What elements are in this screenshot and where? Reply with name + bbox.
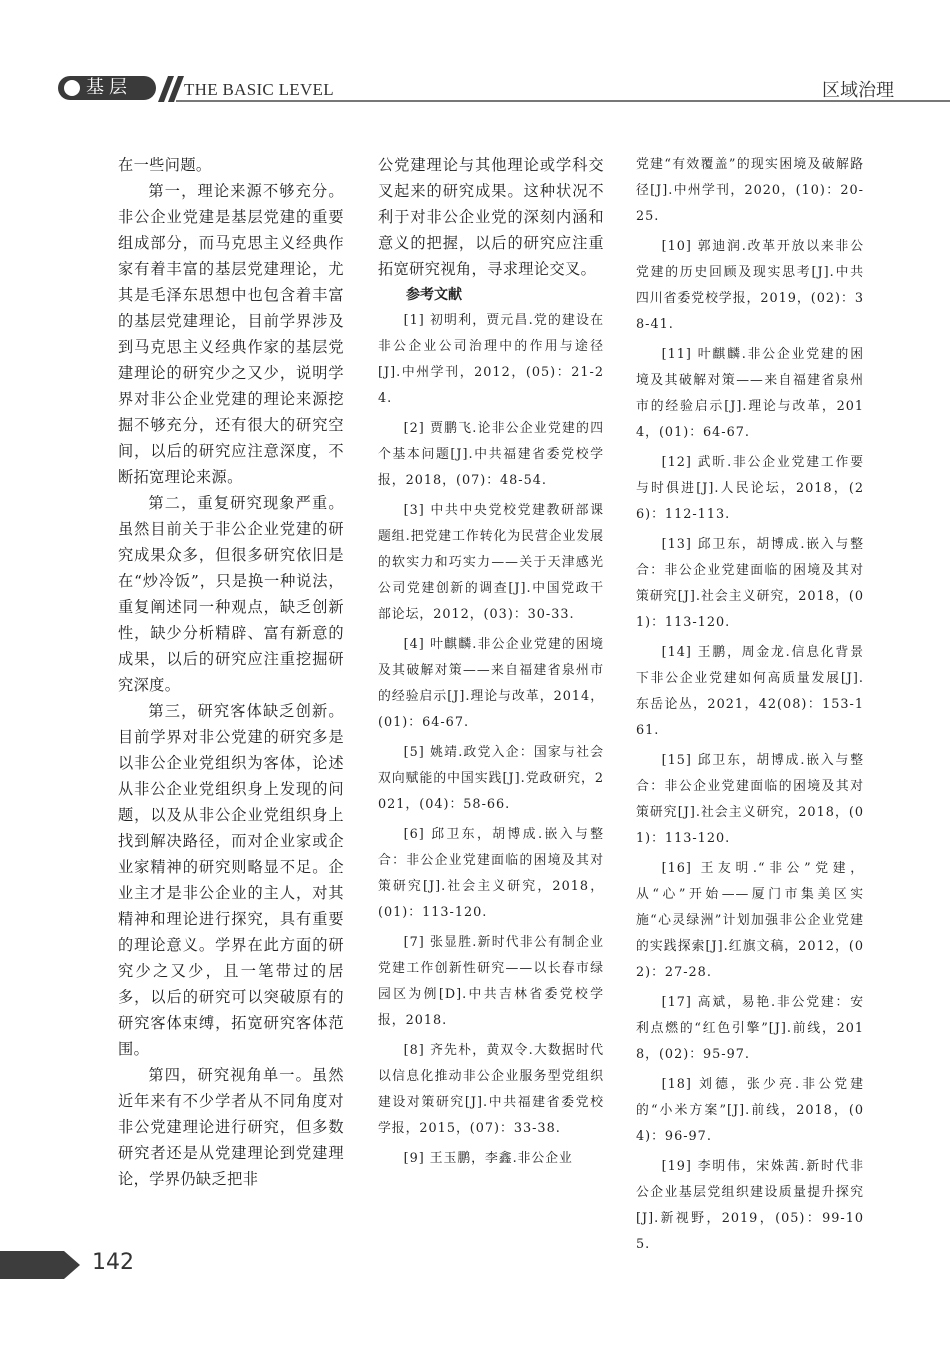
body-paragraph: 公党建理论与其他理论或学科交叉起来的研究成果。这种状况不利于对非公企业党的深刻内涵和意义的把握，以后的研究应注重拓宽研究视角，寻求理论交叉。 <box>378 156 604 278</box>
page-number: 142 <box>92 1250 134 1275</box>
body-paragraph: 在一些问题。 <box>118 156 212 174</box>
body-paragraph: 第二，重复研究现象严重。虽然目前关于非公企业党建的研究成果众多，但很多研究依旧是在“炒冷饭”，只是换一种说法，重复阐述同一种观点，缺乏创新性，缺少分析精辟、富有新意的成果，以后的研究应注重挖掘研究深度。 <box>118 494 344 694</box>
reference-item: [15] 邱卫东，胡博成.嵌入与整合：非公企业党建面临的困境及其对策研究[J].社会主义研究，2018，(01)：113-120. <box>636 753 864 846</box>
reference-item: [5] 姚靖.政党入企：国家与社会双向赋能的中国实践[J].党政研究，2021，(04)：58-66. <box>378 745 604 812</box>
reference-item: [4] 叶麒麟.非公企业党建的困境及其破解对策——来自福建省泉州市的经验启示[J].理论与改革，2014，(01)：64-67. <box>378 637 604 730</box>
reference-item: [17] 高斌，易艳.非公党建：安利点燃的“红色引擎”[J].前线，2018，(02)：95-97. <box>636 995 864 1062</box>
reference-item: [19] 李明伟，宋姝茜.新时代非公企业基层党组织建设质量提升探究[J].新视野，2019，(05)：99-105. <box>636 1159 864 1252</box>
body-paragraph: 第四，研究视角单一。虽然近年来有不少学者从不同角度对非公党建理论进行研究，但多数研究者还是从党建理论到党建理论，学界仍缺乏把非 <box>118 1066 344 1188</box>
reference-item: 党建“有效覆盖”的现实困境及破解路径[J].中州学刊，2020，(10)：20-25. <box>636 157 864 224</box>
reference-item: [14] 王鹏，周金龙.信息化背景下非公企业党建如何高质量发展[J].东岳论丛，2021，42(08)：153-161. <box>636 645 864 738</box>
reference-item: [1] 初明利，贾元昌.党的建设在非公企业公司治理中的作用与途径[J].中州学刊，2012，(05)：21-24. <box>378 313 604 406</box>
reference-item: [11] 叶麒麟.非公企业党建的困境及其破解对策——来自福建省泉州市的经验启示[J].理论与改革，2014，(01)：64-67. <box>636 347 864 440</box>
reference-item: [2] 贾鹏飞.论非公企业党建的四个基本问题[J].中共福建省委党校学报，2018，(07)：48-54. <box>378 421 604 488</box>
section-title-cn: 基层 <box>86 77 132 98</box>
body-paragraph: 第三，研究客体缺乏创新。目前学界对非公党建的研究多是以非公企业党组织为客体，论述从非公企业党组织身上发现的问题，以及从非公企业党组织身上找到解决路径，而对企业家或企业家精神的研究则略显不足。企业主才是非公企业的主人，对其精神和理论进行探究，具有重要的理论意义。学界在此方面的研究少之又少，且一笔带过的居多，以后的研究可以突破原有的研究客体束缚，拓宽研究客体范围。 <box>118 702 344 1058</box>
references-title: 参考文献 <box>406 287 462 303</box>
column-left <box>118 152 344 1192</box>
reference-item: [12] 武昕.非公企业党建工作要与时俱进[J].人民论坛，2018，(26)：112-113. <box>636 455 864 522</box>
section-title-en: THE BASIC LEVEL <box>184 80 334 99</box>
column-name: 区域治理 <box>822 80 894 101</box>
page-arrow-icon <box>0 1251 80 1279</box>
badge-dot-icon <box>64 80 80 96</box>
page-header <box>0 0 950 110</box>
reference-item: [18] 刘德，张少亮.非公党建的“小米方案”[J].前线，2018，(04)：96-97. <box>636 1077 864 1144</box>
reference-item: [10] 郭迪润.改革开放以来非公党建的历史回顾及现实思考[J].中共四川省委党校学报，2019，(02)：38-41. <box>636 239 864 332</box>
reference-item: [6] 邱卫东，胡博成.嵌入与整合：非公企业党建面临的困境及其对策研究[J].社会主义研究，2018，(01)：113-120. <box>378 827 604 920</box>
reference-item: [9] 王玉鹏，李鑫.非公企业 <box>403 1151 573 1166</box>
reference-item: [13] 邱卫东，胡博成.嵌入与整合：非公企业党建面临的困境及其对策研究[J].社会主义研究，2018，(01)：113-120. <box>636 537 864 630</box>
reference-item: [3] 中共中央党校党建教研部课题组.把党建工作转化为民营企业发展的软实力和巧实力——关于天津感光公司党建创新的调查[J].中国党政干部论坛，2012，(03)：30-33. <box>378 503 604 622</box>
reference-item: [16] 王友明.“非公”党建，从“心”开始——厦门市集美区实施“心灵绿洲”计划加强非公企业党建的实践探索[J].红旗文稿，2012，(02)：27-28. <box>636 861 864 980</box>
reference-item: [8] 齐先朴，黄双令.大数据时代以信息化推动非公企业服务型党组织建设对策研究[J].中共福建省委党校学报，2015，(07)：33-38. <box>378 1043 604 1136</box>
column-right <box>636 152 864 1262</box>
column-middle <box>378 152 604 1176</box>
reference-item: [7] 张显胜.新时代非公有制企业党建工作创新性研究——以长春市绿园区为例[D].中共吉林省委党校学报，2018. <box>378 935 604 1028</box>
body-paragraph: 第一，理论来源不够充分。非公企业党建是基层党建的重要组成部分，而马克思主义经典作家有着丰富的基层党建理论，尤其是毛泽东思想中也包含着丰富的基层党建理论，目前学界涉及到马克思主义经典作家的基层党建理论的研究少之又少，说明学界对非公企业党建的理论来源挖掘不够充分，还有很大的研究空间，以后的研究应注意深度，不断拓宽理论来源。 <box>118 182 344 486</box>
